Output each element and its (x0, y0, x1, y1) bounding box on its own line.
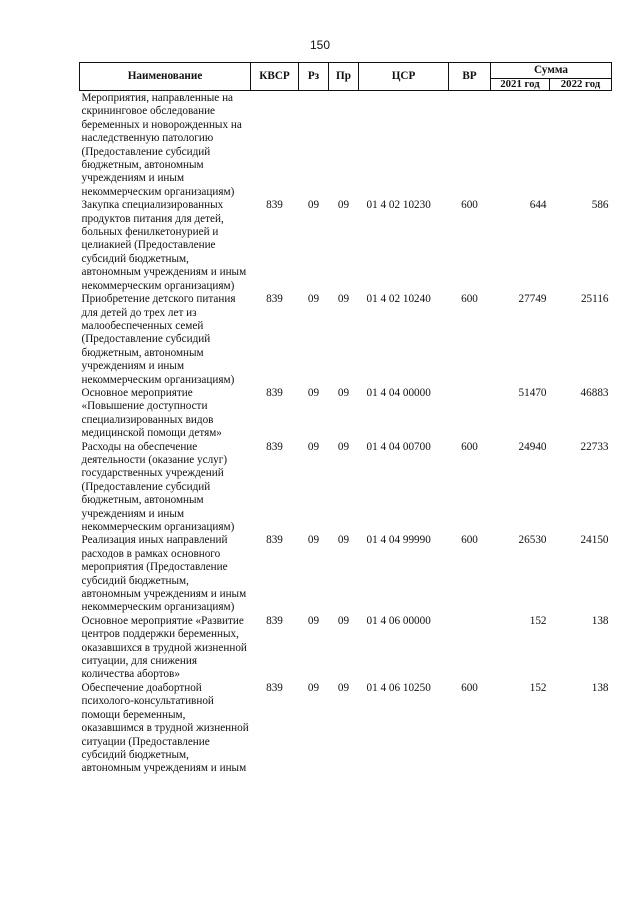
cell-pr: 09 (337, 199, 350, 212)
cell-sum-2021: 51470 (518, 386, 547, 399)
header-name: Наименование (80, 63, 251, 91)
table-row (80, 199, 612, 293)
cell-sum-2022 (550, 91, 612, 200)
cell-vr: 600 (461, 534, 478, 547)
cell-rz: 09 (307, 386, 320, 399)
table-row (80, 682, 612, 776)
cell-kvsr: 839 (266, 440, 283, 453)
cell-pr: 09 (337, 386, 350, 399)
header-year-2022: 2022 год (550, 79, 612, 91)
cell-kvsr: 839 (266, 681, 283, 694)
cell-rz: 09 (307, 614, 320, 627)
header-sum: Сумма (491, 63, 612, 79)
cell-csr: 01 4 02 10230 (366, 199, 431, 212)
cell-vr (449, 615, 491, 682)
cell-sum-2021: 152 (529, 681, 547, 694)
cell-vr (449, 387, 491, 441)
cell-sum-2022: 24150 (580, 534, 609, 547)
cell-name: Приобретение детского питания для детей до трех лет из малообеспеченных семей (Предоставление субсидий бюджетным, автономным учреждениям и иным некоммерческим организациям) (81, 293, 236, 386)
cell-pr: 09 (337, 534, 350, 547)
cell-vr: 600 (461, 440, 478, 453)
header-csr: ЦСР (359, 63, 449, 91)
budget-table (79, 62, 612, 776)
cell-csr: 01 4 02 10240 (366, 293, 431, 306)
cell-sum-2021: 152 (529, 614, 547, 627)
cell-rz: 09 (307, 199, 320, 212)
cell-pr: 09 (337, 681, 350, 694)
table-row (80, 387, 612, 441)
table-row (80, 91, 612, 200)
cell-name: Расходы на обеспечение деятельности (оказание услуг) государственных учреждений (Предоставление субсидий бюджетным, автономным учреждениям и иным некоммерческим организациям) (81, 440, 235, 533)
header-kvsr: КВСР (251, 63, 299, 91)
cell-sum-2022: 25116 (580, 293, 609, 306)
cell-rz: 09 (307, 534, 320, 547)
cell-pr: 09 (337, 293, 350, 306)
table-row (80, 441, 612, 535)
cell-csr (359, 91, 449, 200)
cell-sum-2022: 586 (591, 199, 609, 212)
table-row (80, 534, 612, 614)
cell-sum-2021: 644 (529, 199, 547, 212)
cell-pr: 09 (337, 614, 350, 627)
cell-csr: 01 4 06 00000 (366, 614, 431, 627)
header-year-2021: 2021 год (491, 79, 550, 91)
table-row (80, 293, 612, 387)
cell-kvsr: 839 (266, 534, 283, 547)
cell-kvsr: 839 (266, 293, 283, 306)
cell-sum-2022: 46883 (580, 386, 609, 399)
header-pr: Пр (329, 63, 359, 91)
cell-sum-2021: 27749 (518, 293, 547, 306)
cell-rz: 09 (307, 681, 320, 694)
cell-sum-2021: 24940 (518, 440, 547, 453)
cell-rz: 09 (307, 440, 320, 453)
cell-name: Мероприятия, направленные на скрининговое обследование беременных и новорожденных на наследственную патологию (Предоставление субсидий бюджетным, автономным учреждениям и иным некоммерческим организациям) (81, 92, 242, 198)
cell-sum-2021 (491, 91, 550, 200)
cell-rz (299, 91, 329, 200)
header-vr: ВР (449, 63, 491, 91)
page-number: 150 (309, 38, 331, 52)
cell-csr: 01 4 04 00000 (366, 386, 431, 399)
cell-kvsr: 839 (266, 199, 283, 212)
cell-name: Закупка специализированных продуктов питания для детей, больных фенилкетонурией и целиакией (Предоставление субсидий бюджетным, автономным учреждениям и иным некоммерческим организациям) (81, 199, 247, 292)
header-rz: Рз (299, 63, 329, 91)
cell-sum-2022: 138 (591, 681, 609, 694)
cell-kvsr (251, 91, 299, 200)
cell-csr: 01 4 04 00700 (366, 440, 431, 453)
cell-pr: 09 (337, 440, 350, 453)
cell-sum-2022: 22733 (580, 440, 609, 453)
cell-rz: 09 (307, 293, 320, 306)
cell-name: Основное мероприятие «Развитие центров поддержки беременных, оказавшихся в трудной жизненной ситуации, для снижения количества абортов» (81, 614, 247, 681)
cell-vr (449, 91, 491, 200)
cell-kvsr: 839 (266, 614, 283, 627)
cell-name: Основное мероприятие «Повышение доступности специализированных видов медицинской помощи детям» (81, 386, 222, 440)
cell-vr: 600 (461, 681, 478, 694)
cell-kvsr: 839 (266, 386, 283, 399)
cell-sum-2022: 138 (591, 614, 609, 627)
table-header (80, 63, 612, 91)
cell-sum-2021: 26530 (518, 534, 547, 547)
cell-vr: 600 (461, 199, 478, 212)
table-row (80, 615, 612, 682)
cell-name: Обеспечение доабортной психолого-консультативной помощи беременным, оказавшимся в трудной жизненной ситуации (Предоставление субсидий бюджетным, автономным учреждениям и иным (81, 681, 249, 775)
cell-csr: 01 4 06 10250 (366, 681, 431, 694)
cell-pr (329, 91, 359, 200)
cell-vr: 600 (461, 293, 478, 306)
cell-name: Реализация иных направлений расходов в рамках основного мероприятия (Предоставление субсидий бюджетным, автономным учреждениям и иным некоммерческим организациям) (81, 534, 247, 614)
cell-csr: 01 4 04 99990 (366, 534, 431, 547)
